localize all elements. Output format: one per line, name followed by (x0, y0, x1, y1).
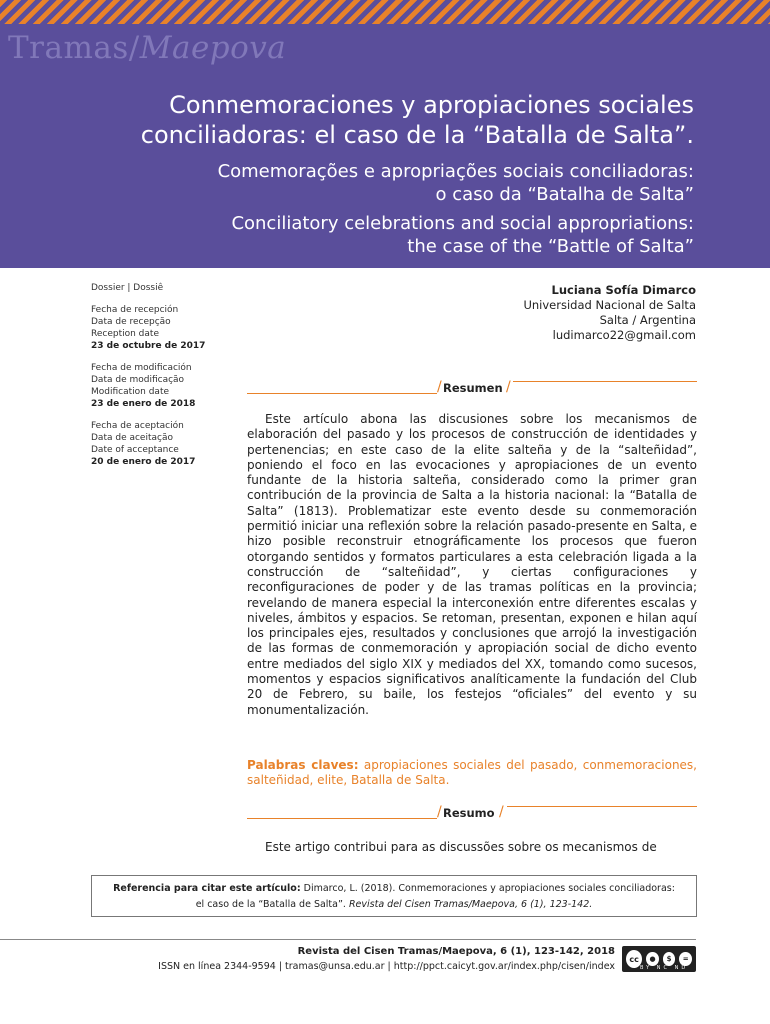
keywords-label: Palabras claves: (247, 758, 359, 772)
brand-italic: Maepova (139, 30, 287, 66)
section-label: Dossier | Dossiê (91, 283, 164, 293)
keywords-spanish (247, 758, 697, 789)
title-spanish: Conmemoraciones y apropiaciones sociales conciliadoras: el caso de la “Batalla de Salta”. (140, 91, 694, 149)
author-affiliation: Universidad Nacional de Salta (523, 298, 696, 312)
resumo-label: Resumo (443, 806, 495, 820)
title-portuguese: Comemorações e apropriações sociais conciliadoras: o caso da “Batalha de Salta” (217, 161, 694, 205)
nc-icon: $ (662, 951, 677, 967)
title-english: Conciliatory celebrations and social appropriations: the case of the “Battle of Salta” (231, 213, 694, 257)
heading-rule-left (247, 818, 437, 819)
footer-divider (0, 939, 696, 940)
author-location: Salta / Argentina (599, 313, 696, 327)
nd-icon: = (678, 951, 693, 967)
author-email[interactable]: ludimarco22@gmail.com (552, 328, 696, 342)
author-name: Luciana Sofía Dimarco (551, 283, 696, 297)
heading-slash-right: / (499, 804, 504, 820)
heading-rule-right (513, 381, 697, 382)
modification-info: Fecha de modificación Data de modificação Modification date 23 de enero de 2018 (91, 362, 231, 410)
footer-journal: Revista del Cisen Tramas/Maepova, 6 (1), 123-142, 2018 (297, 946, 615, 957)
heading-rule-left (247, 393, 437, 394)
citation-text: Dimarco, L. (2018). Conmemoraciones y apropiaciones sociales conciliadoras: el caso de la “Batalla de Salta”. (195, 883, 675, 910)
journal-brand (8, 30, 286, 66)
heading-rule-right (507, 806, 697, 807)
abstract-spanish: Este artículo abona las discusiones sobre los mecanismos de elaboración del pasado y los procesos de construcción de identidades y pertenencias; en este caso de la elite salteña y de la “salteñidad”, poniendo el foco en las evocaciones y apropiaciones de un evento fundante de la historia salteña, considerado como la primer gran contribución de la provincia de Salta a la historia nacional: la “Batalla de Salta” (1813). Problematizar este evento desde su conmemoración permitió iniciar una reflexión sobre la relación pasado-presente en Salta, e hizo posible reconstruir etnográficamente los procesos que fueron otorgando sentidos y formatos particulares a esta celebración ligada a la construcción de “salteñidad”, y ciertas configuraciones y reconfiguraciones de poder y de las tramas políticas en la provincia; revelando de manera especial la interconexión entre diferentes escalas y niveles, ámbitos y espacios. Se retoman, presentan, exponen e hilan aquí los principales ejes, resultados y conclusiones que arrojó la investigación de las formas de conmemoración y apropiación social de dicho evento entre mediados del siglo XIX y mediados del XX, tomando como sucesos, momentos y espacios significativos analíticamente la fundación del Club 20 de Febrero, su baile, los festejos “oficiales” del evento y su monumentalización. (247, 412, 697, 717)
author-block (523, 283, 696, 343)
resumen-heading (247, 381, 697, 397)
cc-icon: cc (625, 949, 643, 969)
citation-journal: Revista del Cisen Tramas/Maepova, 6 (1), 123-142. (348, 899, 593, 910)
reception-info: Fecha de recepción Data de recepção Reception date 23 de octubre de 2017 (91, 304, 231, 352)
reception-date: 23 de octubre de 2017 (91, 341, 206, 351)
heading-slash-left: / (437, 379, 442, 395)
brand-plain: Tramas/ (8, 30, 140, 66)
heading-slash-left: / (437, 804, 442, 820)
acceptance-date: 20 de enero de 2017 (91, 457, 196, 467)
resumen-label: Resumen (443, 381, 503, 395)
modification-date: 23 de enero de 2018 (91, 399, 196, 409)
license-labels: BY NC ND (640, 965, 689, 971)
citation-box (91, 875, 697, 917)
by-icon: ● (645, 951, 660, 967)
article-header (0, 24, 770, 268)
acceptance-info: Fecha de aceptación Data de aceitação Date of acceptance 20 de enero de 2017 (91, 420, 231, 468)
abstract-portuguese: Este artigo contribui para as discussões sobre os mecanismos de (265, 840, 657, 854)
resumo-heading (247, 806, 697, 822)
citation-label: Referencia para citar este artículo: (113, 883, 301, 894)
keywords-list: apropiaciones sociales del pasado, conmemoraciones, salteñidad, elite, Batalla de Salta. (247, 758, 697, 788)
footer-issn-links[interactable]: ISSN en línea 2344-9594 | tramas@unsa.edu.ar | http://ppct.caicyt.gov.ar/index.php/cisen/index (158, 961, 615, 972)
heading-slash-right: / (506, 379, 511, 395)
decorative-stripe-bar (0, 0, 770, 24)
article-metadata (91, 282, 231, 478)
